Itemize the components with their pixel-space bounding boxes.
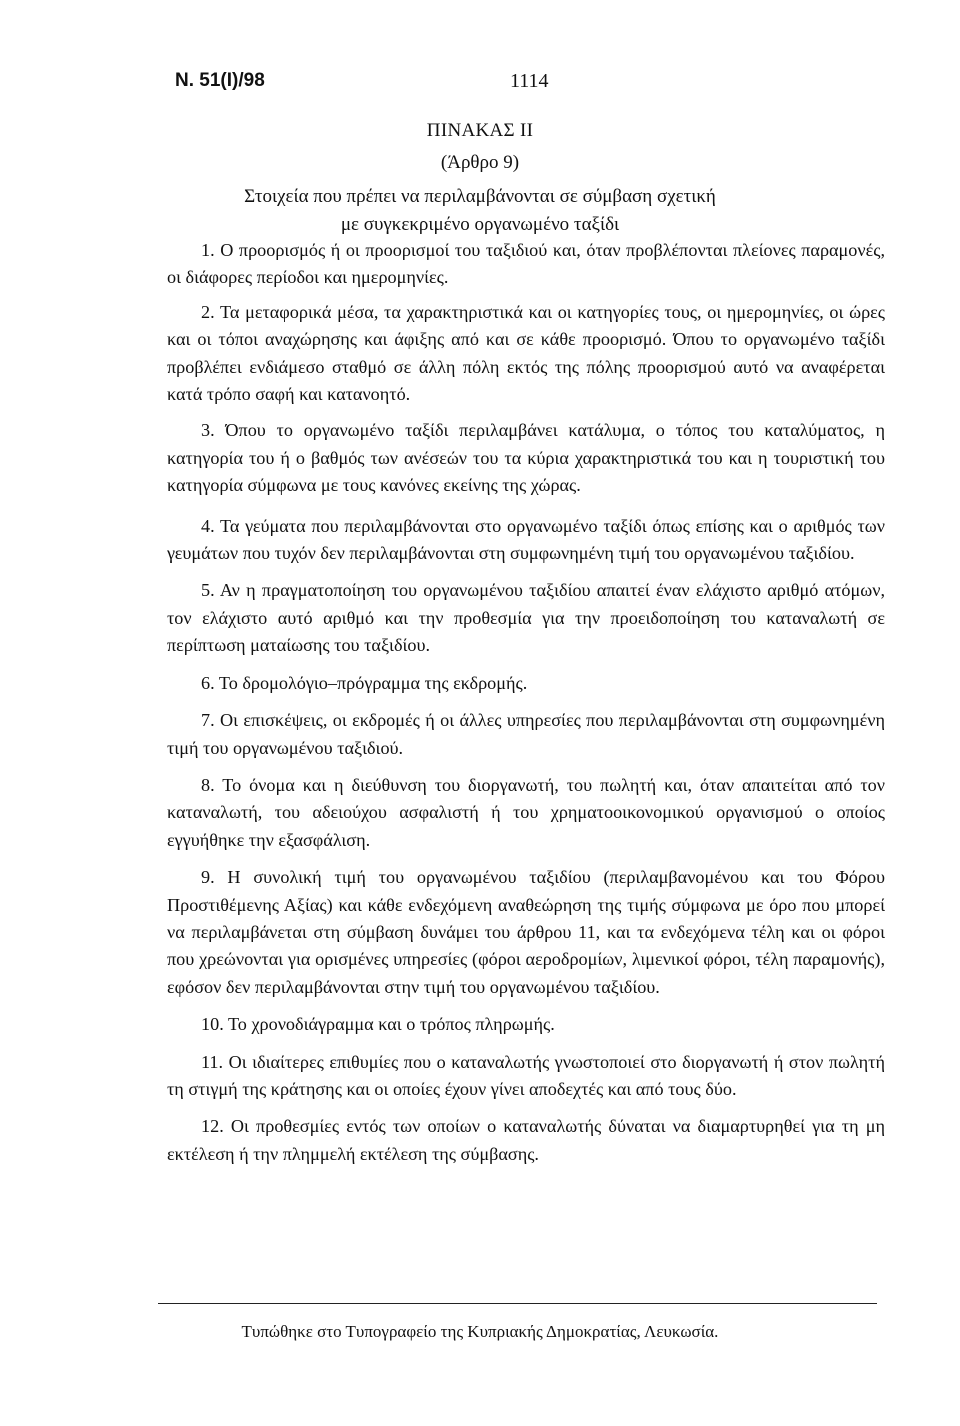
list-item-3: 3. Όπου το οργανωμένο ταξίδι περιλαμβάνει κατάλυμα, ο τόπος του καταλύματος, η κατηγορία του ή ο βαθμός των ανέσεών του τα κύρια χαρακτηριστικά του και η τουριστική του κατηγορία σύμφωνα με τους κανόνες εκείνης της χώρας. <box>167 420 885 496</box>
intro-heading <box>0 183 960 239</box>
list-item-5: 5. Αν η πραγματοποίηση του οργανωμένου ταξιδίου απαιτεί έναν ελάχιστο αριθμό ατόμων, τον ελάχιστο αυτό αριθμό και την προθεσμία για την προειδοποίηση του καταναλωτή σε περίπτωση ματαίωσης του ταξιδίου. <box>167 580 885 656</box>
intro-line-2: με συγκεκριμένο οργανωμένο ταξίδι <box>340 214 620 235</box>
law-number: Ν. 51(Ι)/98 <box>175 70 265 91</box>
list-item-10: 10. Το χρονοδιάγραμμα και ο τρόπος πληρωμής. <box>201 1014 555 1035</box>
list-item-4: 4. Τα γεύματα που περιλαμβάνονται στο οργανωμένο ταξίδι όπως επίσης και ο αριθμός των γευμάτων που τυχόν δεν περιλαμβάνονται στη συμφωνημένη τιμή του οργανωμένου ταξιδίου. <box>167 515 885 564</box>
page-header <box>175 70 880 100</box>
printer-footer: Τυπώθηκε στο Τυπογραφείο της Κυπριακής Δημοκρατίας, Λευκωσία. <box>241 1322 719 1341</box>
list-item-8: 8. Το όνομα και η διεύθυνση του διοργανωτή, του πωλητή και, όταν απαιτείται από τον καταναλωτή, του αδειούχου ασφαλιστή ή του χρηματοοικονομικού οργανισμού ο οποίος εγγυήθηκε την εξασφάλιση. <box>167 774 885 850</box>
intro-line-1: Στοιχεία που πρέπει να περιλαμβάνονται σε σύμβαση σχετική <box>244 186 716 207</box>
page-number: 1114 <box>510 70 549 92</box>
list-item-11: 11. Οι ιδιαίτερες επιθυμίες που ο καταναλωτής γνωστοποιεί στο διοργανωτή ή στον πωλητή τη στιγμή της κράτησης και οι οποίες έχουν γίνει αποδεχτές και από τους δύο. <box>167 1051 885 1099</box>
list-item-1: 1. Ο προορισμός ή οι προορισμοί του ταξιδιού και, όταν προβλέπονται πλείονες παραμονές, οι διάφορες περίοδοι και ημερομηνίες. <box>167 240 885 288</box>
table-title: ΠΙΝΑΚΑΣ ΙΙ <box>426 120 534 141</box>
list-item-2: 2. Τα μεταφορικά μέσα, τα χαρακτηριστικά και οι κατηγορίες τους, οι ημερομηνίες, οι ώρες και οι τόποι αναχώρησης και άφιξης από και σε κάθε προορισμό. Όπου το οργανωμένο ταξίδι προβλέπει ενδιάμεσο σταθμό σε άλλη πόλη εκτός της πόλης προορισμού αυτό να αναφέρεται κατά τρόπο σαφή και κατανοητό. <box>167 301 885 405</box>
footer-divider <box>158 1303 877 1304</box>
list-item-12: 12. Οι προθεσμίες εντός των οποίων ο καταναλωτής δύναται να διαμαρτυρηθεί για τη μη εκτέλεση ή την πλημμελή εκτέλεση της σύμβασης. <box>167 1116 885 1164</box>
article-reference: (Άρθρο 9) <box>440 152 520 173</box>
list-item-9: 9. Η συνολική τιμή του οργανωμένου ταξιδίου (περιλαμβανομένου και του Φόρου Προστιθέμενης Αξίας) και κάθε ενδεχόμενη αναθεώρηση της τιμής σύμφωνα με όρο που μπορεί να περιλαμβάνεται στη σύμβαση δυνάμει του άρθρου 11, και τα ενδεχόμενα τέλη και οι φόροι που χρεώνονται για ορισμένες υπηρεσίες (φόροι αεροδρομίων, λιμενικοί φόροι, τέλη παραμονής), εφόσον δεν περιλαμβάνονται στην τιμή του οργανωμένου ταξιδίου. <box>167 867 885 997</box>
list-item-6: 6. Το δρομολόγιο–πρόγραμμα της εκδρομής. <box>201 672 528 693</box>
list-item-7: 7. Οι επισκέψεις, οι εκδρομές ή οι άλλες υπηρεσίες που περιλαμβάνονται στη συμφωνημένη τιμή του οργανωμένου ταξιδιού. <box>167 710 885 758</box>
items-list <box>167 237 885 1168</box>
